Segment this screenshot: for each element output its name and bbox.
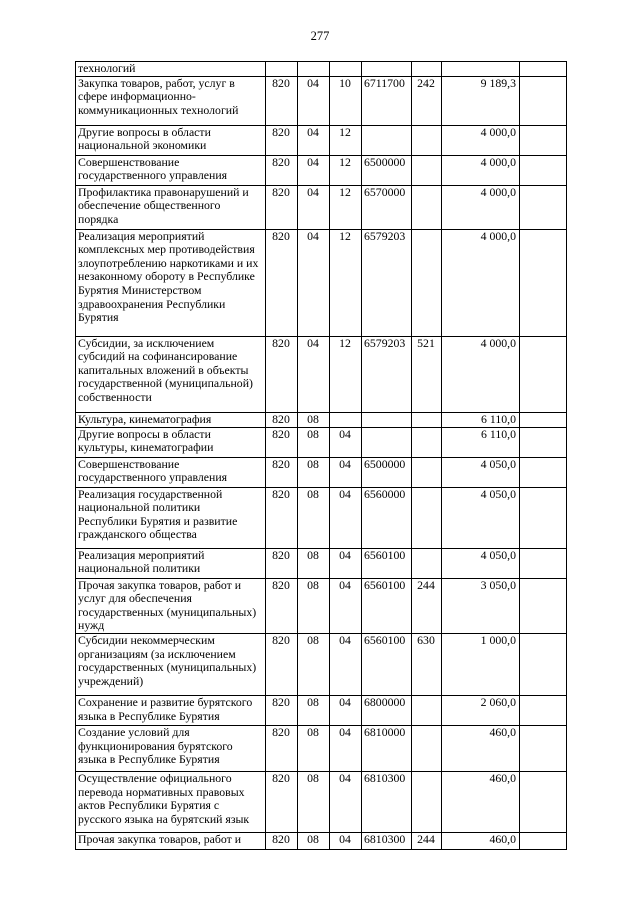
cell-target-article (362, 427, 412, 457)
cell-sum: 4 050,0 (442, 457, 520, 487)
cell-razdel: 04 (298, 155, 330, 185)
table-row (76, 427, 567, 457)
cell-name: Реализация мероприятий национальной политики (76, 548, 266, 578)
cell-target-article (362, 412, 412, 427)
cell-expense-type (412, 695, 442, 725)
cell-target-article: 6810000 (362, 725, 412, 771)
cell-sum: 9 189,3 (442, 76, 520, 125)
cell-vedomstvo: 820 (266, 548, 298, 578)
cell-expense-type: 521 (412, 336, 442, 412)
cell-vedomstvo: 820 (266, 125, 298, 155)
cell-podrazdel: 04 (330, 548, 362, 578)
cell-extra (520, 548, 567, 578)
cell-extra (520, 578, 567, 633)
cell-name: Реализация мероприятий комплексных мер противодействия злоупотреблению наркотиками и их незаконному обороту в Республике Бурятия Министерством здравоохранения Республики Бурятия (76, 229, 266, 336)
cell-razdel: 08 (298, 832, 330, 849)
cell-razdel: 08 (298, 695, 330, 725)
cell-target-article: 6560100 (362, 548, 412, 578)
cell-sum: 4 050,0 (442, 548, 520, 578)
table-row (76, 76, 567, 125)
cell-vedomstvo: 820 (266, 832, 298, 849)
table-row (76, 771, 567, 832)
cell-podrazdel: 04 (330, 695, 362, 725)
table-row (76, 695, 567, 725)
cell-razdel: 04 (298, 125, 330, 155)
cell-sum: 4 050,0 (442, 487, 520, 548)
cell-expense-type (412, 771, 442, 832)
cell-razdel: 04 (298, 76, 330, 125)
cell-razdel: 08 (298, 487, 330, 548)
cell-name: Субсидии, за исключением субсидий на софинансирование капитальных вложений в объекты государственной (муниципальной) собственности (76, 336, 266, 412)
cell-sum: 4 000,0 (442, 125, 520, 155)
cell-podrazdel: 04 (330, 633, 362, 695)
table-row (76, 457, 567, 487)
cell-expense-type (412, 62, 442, 77)
cell-razdel: 08 (298, 457, 330, 487)
table-row (76, 832, 567, 849)
table-row (76, 487, 567, 548)
table-row (76, 548, 567, 578)
cell-name: Другие вопросы в области национальной экономики (76, 125, 266, 155)
cell-vedomstvo: 820 (266, 229, 298, 336)
cell-razdel: 08 (298, 412, 330, 427)
cell-name: Закупка товаров, работ, услуг в сфере информационно-коммуникационных технологий (76, 76, 266, 125)
table-row (76, 725, 567, 771)
cell-expense-type (412, 427, 442, 457)
cell-target-article: 6560100 (362, 578, 412, 633)
cell-name: Субсидии некоммерческим организациям (за исключением государственных (муниципальных) учреждений) (76, 633, 266, 695)
cell-expense-type (412, 155, 442, 185)
cell-extra (520, 725, 567, 771)
cell-name: Прочая закупка товаров, работ и услуг для обеспечения государственных (муниципальных) нужд (76, 578, 266, 633)
cell-name: технологий (76, 62, 266, 77)
cell-sum: 4 000,0 (442, 336, 520, 412)
cell-podrazdel (330, 412, 362, 427)
cell-sum: 6 110,0 (442, 412, 520, 427)
cell-podrazdel: 04 (330, 725, 362, 771)
cell-razdel (298, 62, 330, 77)
cell-target-article: 6579203 (362, 336, 412, 412)
cell-target-article: 6500000 (362, 155, 412, 185)
cell-expense-type (412, 229, 442, 336)
cell-razdel: 04 (298, 336, 330, 412)
cell-expense-type (412, 185, 442, 229)
cell-extra (520, 427, 567, 457)
cell-target-article: 6560100 (362, 633, 412, 695)
cell-podrazdel: 12 (330, 155, 362, 185)
cell-sum: 460,0 (442, 832, 520, 849)
cell-razdel: 08 (298, 771, 330, 832)
cell-razdel: 08 (298, 427, 330, 457)
cell-extra (520, 487, 567, 548)
table-row (76, 336, 567, 412)
table-row (76, 125, 567, 155)
cell-extra (520, 125, 567, 155)
cell-expense-type (412, 487, 442, 548)
cell-extra (520, 457, 567, 487)
cell-podrazdel: 04 (330, 771, 362, 832)
cell-sum: 6 110,0 (442, 427, 520, 457)
cell-name: Совершенствование государственного управления (76, 155, 266, 185)
cell-name: Прочая закупка товаров, работ и (76, 832, 266, 849)
cell-sum: 4 000,0 (442, 185, 520, 229)
cell-target-article: 6500000 (362, 457, 412, 487)
cell-name: Другие вопросы в области культуры, кинематографии (76, 427, 266, 457)
cell-expense-type: 244 (412, 578, 442, 633)
cell-name: Совершенствование государственного управления (76, 457, 266, 487)
cell-sum: 3 050,0 (442, 578, 520, 633)
page-number: 277 (310, 29, 330, 43)
cell-vedomstvo: 820 (266, 412, 298, 427)
cell-extra (520, 633, 567, 695)
cell-expense-type (412, 125, 442, 155)
table-row (76, 229, 567, 336)
cell-vedomstvo: 820 (266, 633, 298, 695)
cell-podrazdel: 12 (330, 125, 362, 155)
cell-extra (520, 771, 567, 832)
cell-vedomstvo: 820 (266, 155, 298, 185)
cell-target-article: 6711700 (362, 76, 412, 125)
cell-sum: 4 000,0 (442, 155, 520, 185)
cell-podrazdel: 10 (330, 76, 362, 125)
cell-vedomstvo: 820 (266, 427, 298, 457)
cell-target-article (362, 125, 412, 155)
cell-name: Реализация государственной национальной политики Республики Бурятия и развитие гражданского общества (76, 487, 266, 548)
cell-podrazdel: 12 (330, 185, 362, 229)
cell-razdel: 04 (298, 185, 330, 229)
cell-vedomstvo: 820 (266, 487, 298, 548)
cell-vedomstvo: 820 (266, 336, 298, 412)
cell-name: Сохранение и развитие бурятского языка в Республике Бурятия (76, 695, 266, 725)
cell-expense-type (412, 725, 442, 771)
cell-expense-type (412, 548, 442, 578)
cell-sum: 460,0 (442, 725, 520, 771)
cell-razdel: 08 (298, 578, 330, 633)
cell-extra (520, 336, 567, 412)
cell-target-article: 6800000 (362, 695, 412, 725)
cell-podrazdel (330, 62, 362, 77)
cell-target-article: 6560000 (362, 487, 412, 548)
table-row (76, 412, 567, 427)
cell-podrazdel: 12 (330, 336, 362, 412)
cell-expense-type: 630 (412, 633, 442, 695)
cell-target-article: 6570000 (362, 185, 412, 229)
cell-podrazdel: 12 (330, 229, 362, 336)
cell-podrazdel: 04 (330, 457, 362, 487)
cell-extra (520, 229, 567, 336)
table-row (76, 578, 567, 633)
cell-razdel: 08 (298, 725, 330, 771)
cell-target-article: 6579203 (362, 229, 412, 336)
cell-expense-type (412, 412, 442, 427)
table-row (76, 155, 567, 185)
cell-expense-type: 244 (412, 832, 442, 849)
cell-sum: 1 000,0 (442, 633, 520, 695)
cell-razdel: 08 (298, 633, 330, 695)
cell-podrazdel: 04 (330, 487, 362, 548)
cell-name: Создание условий для функционирования бурятского языка в Республике Бурятия (76, 725, 266, 771)
cell-name: Культура, кинематография (76, 412, 266, 427)
cell-extra (520, 62, 567, 77)
cell-sum (442, 62, 520, 77)
cell-expense-type (412, 457, 442, 487)
cell-target-article: 6810300 (362, 771, 412, 832)
cell-extra (520, 412, 567, 427)
cell-extra (520, 155, 567, 185)
cell-vedomstvo (266, 62, 298, 77)
budget-table (75, 61, 567, 850)
cell-razdel: 08 (298, 548, 330, 578)
cell-vedomstvo: 820 (266, 76, 298, 125)
cell-target-article: 6810300 (362, 832, 412, 849)
cell-sum: 460,0 (442, 771, 520, 832)
cell-extra (520, 832, 567, 849)
cell-expense-type: 242 (412, 76, 442, 125)
cell-vedomstvo: 820 (266, 725, 298, 771)
cell-extra (520, 695, 567, 725)
cell-name: Осуществление официального перевода нормативных правовых актов Республики Бурятия с русского языка на бурятский язык (76, 771, 266, 832)
table-row (76, 633, 567, 695)
cell-sum: 2 060,0 (442, 695, 520, 725)
cell-vedomstvo: 820 (266, 695, 298, 725)
cell-podrazdel: 04 (330, 832, 362, 849)
cell-target-article (362, 62, 412, 77)
cell-podrazdel: 04 (330, 427, 362, 457)
cell-vedomstvo: 820 (266, 771, 298, 832)
cell-vedomstvo: 820 (266, 457, 298, 487)
cell-name: Профилактика правонарушений и обеспечение общественного порядка (76, 185, 266, 229)
cell-vedomstvo: 820 (266, 185, 298, 229)
cell-razdel: 04 (298, 229, 330, 336)
cell-extra (520, 76, 567, 125)
table-row (76, 185, 567, 229)
cell-podrazdel: 04 (330, 578, 362, 633)
cell-extra (520, 185, 567, 229)
cell-sum: 4 000,0 (442, 229, 520, 336)
table-row (76, 62, 567, 77)
cell-vedomstvo: 820 (266, 578, 298, 633)
table-body (76, 62, 567, 850)
